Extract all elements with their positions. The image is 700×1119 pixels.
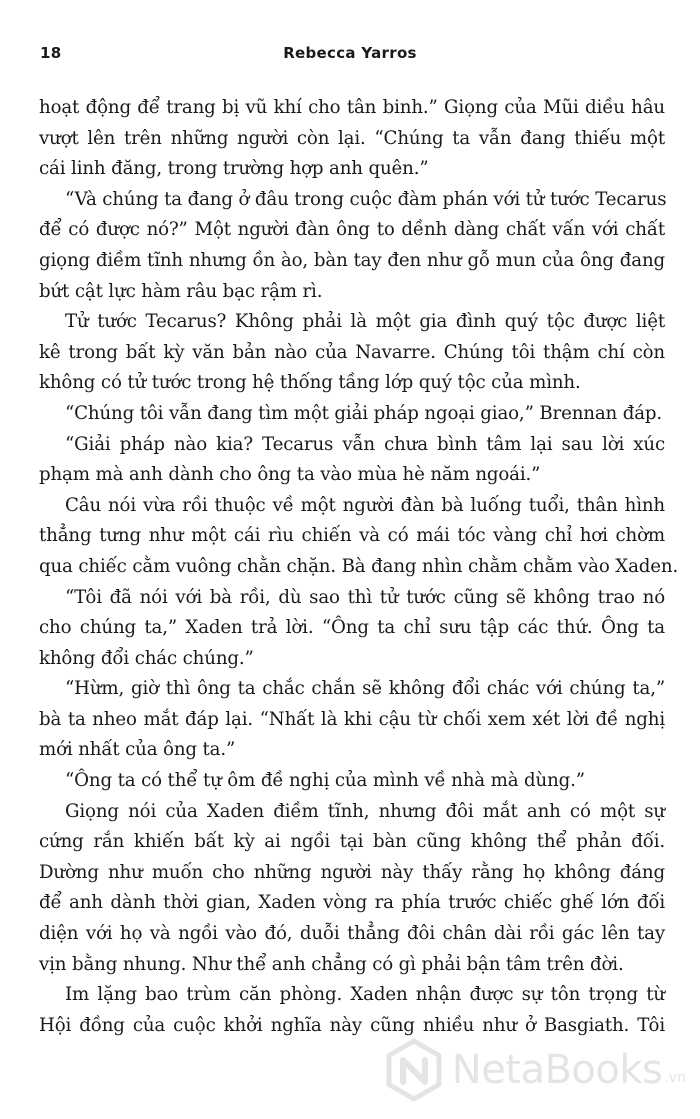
text-line: cho chúng ta,” Xaden trả lời. “Ông ta chỉ sưu tập các thứ. Ông ta [39, 617, 665, 639]
text-line: vịn bằng nhung. Như thể anh chẳng có gì phải bận tâm trên đời. [39, 953, 624, 975]
text-line: vượt lên trên những người còn lại. “Chúng ta vẫn đang thiếu một [39, 127, 665, 149]
watermark [382, 1035, 686, 1105]
watermark-brand: NetaBooks [451, 1047, 663, 1093]
text-line: kê trong bất kỳ văn bản nào của Navarre. Chúng tôi thậm chí còn [39, 341, 665, 363]
text-line: “Ông ta có thể tự ôm đề nghị của mình về nhà mà dùng.” [65, 770, 585, 792]
text-line: không có tử tước trong hệ thống tầng lớp quý tộc của mình. [39, 372, 581, 394]
page-number: 18 [40, 44, 62, 62]
text-line: diện với họ và ngồi vào đó, duỗi thẳng đôi chân dài rồi gác lên tay [39, 923, 665, 945]
watermark-suffix: .vn [664, 1070, 686, 1086]
text-line: thẳng tưng như một cái rìu chiến và có mái tóc vàng chỉ hơi chờm [39, 525, 665, 547]
text-line: Tử tước Tecarus? Không phải là một gia đình quý tộc được liệt [65, 311, 665, 333]
text-line: cái linh đăng, trong trường hợp anh quên.” [39, 158, 429, 180]
text-line: qua chiếc cằm vuông chằn chặn. Bà đang nhìn chằm chằm vào Xaden. [39, 555, 679, 577]
text-line: bà ta nheo mắt đáp lại. “Nhất là khi cậu từ chối xem xét lời đề nghị [39, 708, 665, 730]
text-line: không đổi chác chúng.” [39, 647, 254, 669]
text-line: cứng rắn khiến bất kỳ ai ngồi tại bàn cũng không thể phản đối. [39, 831, 665, 853]
text-line: hoạt động để trang bị vũ khí cho tân binh.” Giọng của Mũi diều hâu [39, 97, 665, 118]
text-line: giọng điềm tĩnh nhưng ồn ào, bàn tay đen như gỗ mun của ông đang [39, 249, 665, 271]
text-line: Dường như muốn cho những người này thấy rằng họ không đáng [39, 861, 665, 883]
running-author: Rebecca Yarros [283, 44, 417, 62]
hexagon-n-logo-icon [382, 1038, 446, 1102]
text-line: “Hừm, giờ thì ông ta chắc chắn sẽ không đổi chác với chúng ta,” [65, 678, 665, 700]
text-line: để anh dành thời gian, Xaden vòng ra phía trước chiếc ghế lớn đối [39, 892, 665, 914]
text-line: để có được nó?” Một người đàn ông to dềnh dàng chất vấn với chất [39, 219, 665, 241]
text-line: “Và chúng ta đang ở đâu trong cuộc đàm phán với tử tước Tecarus [65, 188, 667, 210]
text-line: “Tôi đã nói với bà rồi, dù sao thì tử tước cũng sẽ không trao nó [65, 586, 665, 608]
text-line: mới nhất của ông ta.” [39, 739, 236, 761]
text-line: phạm mà anh dành cho ông ta vào mùa hè năm ngoái.” [39, 464, 541, 486]
text-line: Giọng nói của Xaden điềm tĩnh, nhưng đôi mắt anh có một sự [65, 800, 665, 822]
text-line: Câu nói vừa rồi thuộc về một người đàn bà luống tuổi, thân hình [65, 494, 665, 516]
text-line: “Chúng tôi vẫn đang tìm một giải pháp ngoại giao,” Brennan đáp. [65, 402, 663, 424]
body-text [39, 93, 679, 1041]
text-line: “Giải pháp nào kia? Tecarus vẫn chưa bình tâm lại sau lời xúc [65, 433, 665, 455]
running-header [40, 44, 660, 70]
text-line: Hội đồng của cuộc khởi nghĩa này cũng nhiều như ở Basgiath. Tôi [39, 1014, 665, 1036]
text-line: bứt cật lực hàm râu bạc rậm rì. [39, 280, 323, 302]
text-line: Im lặng bao trùm căn phòng. Xaden nhận được sự tôn trọng từ [65, 984, 665, 1006]
